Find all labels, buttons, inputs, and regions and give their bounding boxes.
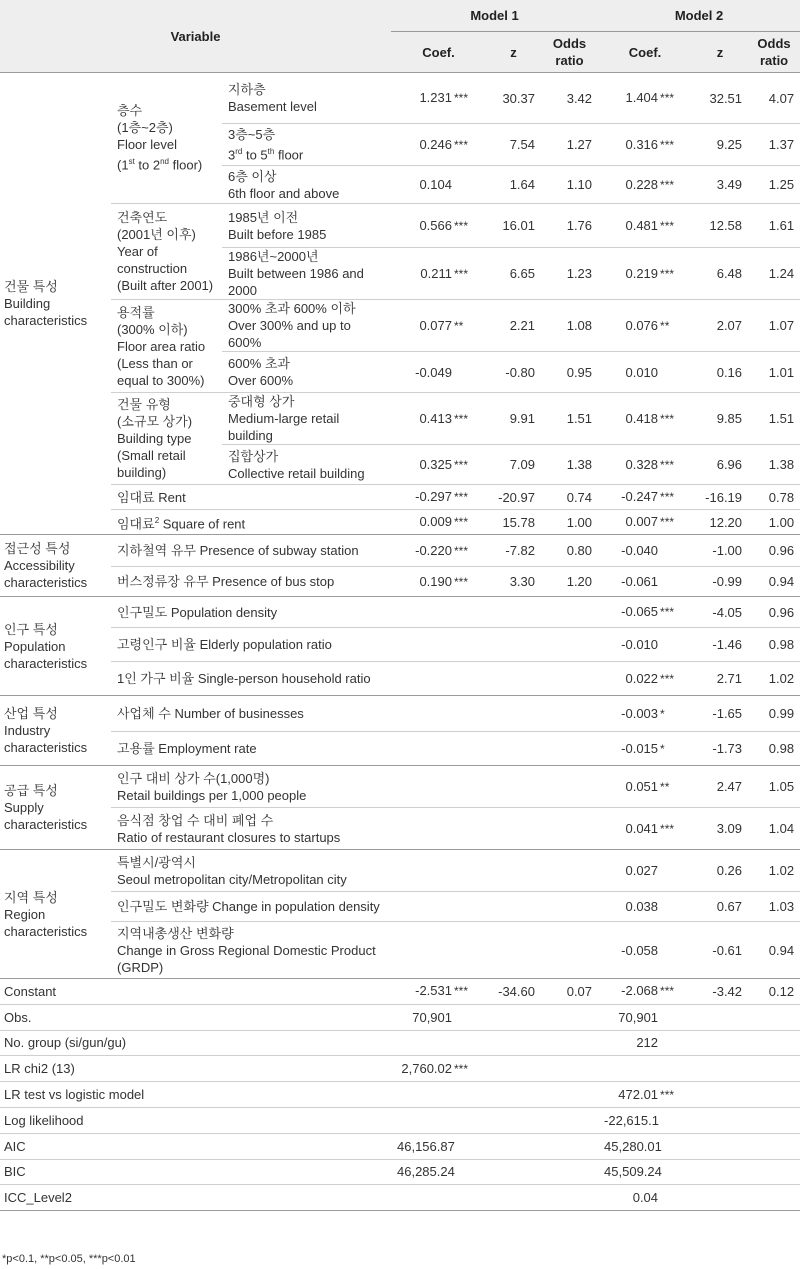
model2-coef: 0.041 *** — [598, 808, 692, 850]
table-row — [0, 597, 800, 628]
model2-z: -0.99 — [692, 567, 748, 597]
model1-z — [486, 850, 541, 892]
group-label: 건축연도 (2001년 이후) Year of construction (Built after 2001) — [111, 204, 222, 300]
model2-empty — [748, 1030, 800, 1056]
row-label: 1986년~2000년 Built between 1986 and 2000 — [222, 248, 391, 300]
model1-coef — [391, 892, 486, 922]
model2-value: 472.01 *** — [598, 1082, 692, 1108]
model1-coef: 0.104 — [391, 166, 486, 204]
model2-z: 6.96 — [692, 445, 748, 485]
stat-label: Obs. — [0, 1004, 391, 1030]
model1-z — [486, 696, 541, 732]
row-label: 6층 이상 6th floor and above — [222, 166, 391, 204]
model2-value: 70,901 — [598, 1004, 692, 1030]
section-label: 산업 특성 Industry characteristics — [0, 696, 111, 766]
stats-row — [0, 1056, 800, 1082]
stat-label: No. group (si/gun/gu) — [0, 1030, 391, 1056]
model2-odds: 0.12 — [748, 979, 800, 1005]
model1-coef — [391, 808, 486, 850]
model1-coef: 1.231 *** — [391, 73, 486, 124]
row-label: 인구밀도 Population density — [111, 597, 391, 628]
model2-odds: 0.98 — [748, 628, 800, 662]
model2-empty — [692, 1082, 748, 1108]
table-row — [0, 808, 800, 850]
model2-coef: -0.247 *** — [598, 485, 692, 510]
model1-odds: 0.95 — [541, 352, 598, 393]
model2-odds: 1.51 — [748, 393, 800, 445]
model1-z — [486, 732, 541, 766]
model1-odds: 1.23 — [541, 248, 598, 300]
model2-empty — [692, 1159, 748, 1185]
odds-header: Odds ratio — [541, 32, 598, 73]
model2-empty — [748, 1133, 800, 1159]
section-label: 지역 특성 Region characteristics — [0, 850, 111, 979]
model1-empty — [541, 1107, 598, 1133]
model1-coef — [391, 628, 486, 662]
table-row — [0, 766, 800, 808]
model1-coef — [391, 850, 486, 892]
stats-row — [0, 979, 800, 1005]
model2-coef: 0.076 ** — [598, 300, 692, 352]
group-label: 건물 유형 (소규모 상가) Building type (Small retail building) — [111, 393, 222, 485]
z-header: z — [486, 32, 541, 73]
model2-value — [598, 1056, 692, 1082]
model2-z: 12.58 — [692, 204, 748, 248]
model2-z: -16.19 — [692, 485, 748, 510]
model1-z: -34.60 — [486, 979, 541, 1005]
model1-odds — [541, 892, 598, 922]
model1-odds: 0.74 — [541, 485, 598, 510]
model2-coef: -0.015 * — [598, 732, 692, 766]
model1-z: 3.30 — [486, 567, 541, 597]
table-row — [0, 510, 800, 535]
coef-header: Coef. — [391, 32, 486, 73]
row-label: 600% 초과 Over 600% — [222, 352, 391, 393]
model1-odds — [541, 696, 598, 732]
model2-empty — [748, 1107, 800, 1133]
stat-label: BIC — [0, 1159, 391, 1185]
model2-empty — [692, 1004, 748, 1030]
model2-z: 3.09 — [692, 808, 748, 850]
model1-empty — [541, 1159, 598, 1185]
model1-empty — [486, 1056, 541, 1082]
model1-z: 30.37 — [486, 73, 541, 124]
row-label: 인구 대비 상가 수(1,000명) Retail buildings per 1,000 people — [111, 766, 391, 808]
table-row — [0, 535, 800, 567]
model1-value: 46,156.87 — [391, 1133, 486, 1159]
model2-coef: 0.010 — [598, 352, 692, 393]
section-label: 건물 특성 Building characteristics — [0, 73, 111, 535]
row-label: 지역내총생산 변화량 Change in Gross Regional Domestic Product (GRDP) — [111, 922, 391, 979]
model1-z — [486, 892, 541, 922]
model2-coef: 0.418 *** — [598, 393, 692, 445]
row-label: 집합상가 Collective retail building — [222, 445, 391, 485]
model2-coef: -0.040 — [598, 535, 692, 567]
model2-odds: 1.38 — [748, 445, 800, 485]
model2-coef: -0.010 — [598, 628, 692, 662]
row-label: 고령인구 비율 Elderly population ratio — [111, 628, 391, 662]
model2-empty — [748, 1004, 800, 1030]
model2-coef: -0.065 *** — [598, 597, 692, 628]
model1-odds: 1.38 — [541, 445, 598, 485]
model2-z: -4.05 — [692, 597, 748, 628]
table-row — [0, 628, 800, 662]
significance-note: *p<0.1, **p<0.05, ***p<0.01 — [2, 1253, 136, 1265]
section-label: 접근성 특성 Accessibility characteristics — [0, 535, 111, 597]
model2-value: 45,509.24 — [598, 1159, 692, 1185]
model2-empty — [748, 1082, 800, 1108]
model2-odds: 0.99 — [748, 696, 800, 732]
model2-odds: 1.00 — [748, 510, 800, 535]
model1-empty — [541, 1030, 598, 1056]
stats-row — [0, 1159, 800, 1185]
row-label: 버스정류장 유무 Presence of bus stop — [111, 567, 391, 597]
row-label: 고용률 Employment rate — [111, 732, 391, 766]
row-label: 인구밀도 변화량 Change in population density — [111, 892, 391, 922]
model2-header: Model 2 — [598, 0, 800, 32]
model2-coef: 0.219 *** — [598, 248, 692, 300]
model2-empty — [692, 1185, 748, 1211]
model2-odds: 0.94 — [748, 922, 800, 979]
model2-odds: 0.96 — [748, 535, 800, 567]
table-row — [0, 696, 800, 732]
model1-value: 70,901 — [391, 1004, 486, 1030]
model1-odds — [541, 766, 598, 808]
model1-coef — [391, 732, 486, 766]
model1-coef: -0.049 — [391, 352, 486, 393]
group-label: 용적률 (300% 이하) Floor area ratio (Less than or equal to 300%) — [111, 300, 222, 393]
model2-coef: -0.003 * — [598, 696, 692, 732]
model1-odds: 1.10 — [541, 166, 598, 204]
model2-coef: 0.022 *** — [598, 662, 692, 696]
model1-odds — [541, 662, 598, 696]
model2-odds: 0.96 — [748, 597, 800, 628]
stat-label: Constant — [0, 979, 391, 1005]
model2-odds: 0.94 — [748, 567, 800, 597]
model2-z: 3.49 — [692, 166, 748, 204]
model1-odds: 1.00 — [541, 510, 598, 535]
model2-empty — [692, 1133, 748, 1159]
stats-row — [0, 1030, 800, 1056]
model1-value — [391, 1185, 486, 1211]
model1-coef: 0.077 ** — [391, 300, 486, 352]
model2-odds: 1.05 — [748, 766, 800, 808]
model1-empty — [541, 1056, 598, 1082]
model1-empty — [541, 1185, 598, 1211]
row-label: 지하철역 유무 Presence of subway station — [111, 535, 391, 567]
model2-odds: 0.98 — [748, 732, 800, 766]
model1-odds: 1.76 — [541, 204, 598, 248]
model1-value: 46,285.24 — [391, 1159, 486, 1185]
model1-z: 2.21 — [486, 300, 541, 352]
model2-value: 0.04 — [598, 1185, 692, 1211]
model2-coef: 0.481 *** — [598, 204, 692, 248]
model1-z — [486, 597, 541, 628]
model2-coef: -0.061 — [598, 567, 692, 597]
model1-coef: 0.566 *** — [391, 204, 486, 248]
model1-z: 16.01 — [486, 204, 541, 248]
model1-odds: 1.08 — [541, 300, 598, 352]
model1-odds: 0.07 — [541, 979, 598, 1005]
row-label: 음식점 창업 수 대비 폐업 수 Ratio of restaurant closures to startups — [111, 808, 391, 850]
model2-z: 0.16 — [692, 352, 748, 393]
model2-z: -0.61 — [692, 922, 748, 979]
model1-empty — [486, 1185, 541, 1211]
stat-label: AIC — [0, 1133, 391, 1159]
table-row — [0, 300, 800, 352]
model1-coef: -0.220 *** — [391, 535, 486, 567]
model1-odds: 1.51 — [541, 393, 598, 445]
model1-odds: 3.42 — [541, 73, 598, 124]
model1-empty — [541, 1004, 598, 1030]
row-label: 지하층 Basement level — [222, 73, 391, 124]
model2-value: 45,280.01 — [598, 1133, 692, 1159]
model1-odds — [541, 850, 598, 892]
model1-value: 2,760.02 *** — [391, 1056, 486, 1082]
variable-header: Variable — [0, 0, 391, 73]
model2-odds: 1.61 — [748, 204, 800, 248]
model1-coef: 0.246 *** — [391, 124, 486, 166]
stat-label: Log likelihood — [0, 1107, 391, 1133]
model2-empty — [748, 1185, 800, 1211]
model1-z: -7.82 — [486, 535, 541, 567]
model2-odds: 4.07 — [748, 73, 800, 124]
model2-coef: 0.038 — [598, 892, 692, 922]
model1-value — [391, 1082, 486, 1108]
model2-odds: 1.03 — [748, 892, 800, 922]
model1-value — [391, 1107, 486, 1133]
model2-z: 32.51 — [692, 73, 748, 124]
model1-empty — [486, 1133, 541, 1159]
model1-odds — [541, 732, 598, 766]
group-label: 층수 (1층~2층) Floor level (1st to 2nd floor) — [111, 73, 222, 204]
model1-z: 9.91 — [486, 393, 541, 445]
model2-z: 2.07 — [692, 300, 748, 352]
model1-coef — [391, 766, 486, 808]
model2-z: -1.73 — [692, 732, 748, 766]
row-label: 특별시/광역시 Seoul metropolitan city/Metropolitan city — [111, 850, 391, 892]
model1-coef: 0.325 *** — [391, 445, 486, 485]
model1-empty — [486, 1159, 541, 1185]
model2-coef: -2.068 *** — [598, 979, 692, 1005]
section-label: 공급 특성 Supply characteristics — [0, 766, 111, 850]
model2-odds: 1.02 — [748, 662, 800, 696]
odds-header: Odds ratio — [748, 32, 800, 73]
stat-label: ICC_Level2 — [0, 1185, 391, 1211]
model1-empty — [486, 1004, 541, 1030]
model2-z: 2.71 — [692, 662, 748, 696]
model2-odds: 1.25 — [748, 166, 800, 204]
model1-odds: 0.80 — [541, 535, 598, 567]
model1-coef — [391, 662, 486, 696]
table-row — [0, 922, 800, 979]
row-label: 임대료$^2$ Square of rent — [111, 510, 391, 535]
table-row — [0, 662, 800, 696]
table-row — [0, 485, 800, 510]
stats-row — [0, 1185, 800, 1211]
model2-empty — [692, 1030, 748, 1056]
row-label: 임대료 Rent — [111, 485, 391, 510]
model2-z: 6.48 — [692, 248, 748, 300]
row-label: 3층~5층 3rd to 5th floor — [222, 124, 391, 166]
stats-row — [0, 1133, 800, 1159]
model2-value: 212 — [598, 1030, 692, 1056]
model1-empty — [541, 1133, 598, 1159]
model1-z: 6.65 — [486, 248, 541, 300]
model1-coef: 0.009 *** — [391, 510, 486, 535]
model2-z: 2.47 — [692, 766, 748, 808]
model1-odds: 1.20 — [541, 567, 598, 597]
table-row — [0, 892, 800, 922]
model2-odds: 1.07 — [748, 300, 800, 352]
model1-coef: 0.190 *** — [391, 567, 486, 597]
model2-empty — [692, 1107, 748, 1133]
row-label: 300% 초과 600% 이하 Over 300% and up to 600% — [222, 300, 391, 352]
row-label: 중대형 상가 Medium-large retail building — [222, 393, 391, 445]
stat-label: LR test vs logistic model — [0, 1082, 391, 1108]
model1-z — [486, 662, 541, 696]
model1-z — [486, 766, 541, 808]
model2-coef: -0.058 — [598, 922, 692, 979]
model1-empty — [486, 1107, 541, 1133]
model1-z — [486, 922, 541, 979]
model1-z — [486, 808, 541, 850]
z-header: z — [692, 32, 748, 73]
model2-z: -3.42 — [692, 979, 748, 1005]
stat-label: LR chi2 (13) — [0, 1056, 391, 1082]
model1-coef: -0.297 *** — [391, 485, 486, 510]
model2-odds: 0.78 — [748, 485, 800, 510]
model1-z: -20.97 — [486, 485, 541, 510]
model1-odds: 1.27 — [541, 124, 598, 166]
model1-odds — [541, 808, 598, 850]
model2-coef: 0.051 ** — [598, 766, 692, 808]
model2-z: 12.20 — [692, 510, 748, 535]
model2-coef: 0.007 *** — [598, 510, 692, 535]
table-row — [0, 567, 800, 597]
section-label: 인구 특성 Population characteristics — [0, 597, 111, 696]
model1-header: Model 1 — [391, 0, 598, 32]
model1-coef — [391, 696, 486, 732]
model2-z: 9.85 — [692, 393, 748, 445]
model1-empty — [486, 1030, 541, 1056]
stats-row — [0, 1082, 800, 1108]
table-row — [0, 73, 800, 124]
table-row — [0, 850, 800, 892]
row-label: 사업체 수 Number of businesses — [111, 696, 391, 732]
model2-z: 0.67 — [692, 892, 748, 922]
model2-coef: 0.228 *** — [598, 166, 692, 204]
model1-coef: 0.413 *** — [391, 393, 486, 445]
model2-coef: 1.404 *** — [598, 73, 692, 124]
model2-empty — [748, 1159, 800, 1185]
model1-odds — [541, 597, 598, 628]
model1-z: 15.78 — [486, 510, 541, 535]
model2-z: 9.25 — [692, 124, 748, 166]
model1-odds — [541, 628, 598, 662]
model2-coef: 0.328 *** — [598, 445, 692, 485]
model1-coef — [391, 922, 486, 979]
model2-z: -1.00 — [692, 535, 748, 567]
model2-empty — [748, 1056, 800, 1082]
model2-coef: 0.027 — [598, 850, 692, 892]
model1-coef: 0.211 *** — [391, 248, 486, 300]
model1-empty — [486, 1082, 541, 1108]
model1-z: 7.09 — [486, 445, 541, 485]
model1-odds — [541, 922, 598, 979]
model1-z: -0.80 — [486, 352, 541, 393]
row-label: 1인 가구 비율 Single-person household ratio — [111, 662, 391, 696]
model1-value — [391, 1030, 486, 1056]
model1-z: 1.64 — [486, 166, 541, 204]
model2-odds: 1.24 — [748, 248, 800, 300]
model1-z — [486, 628, 541, 662]
model2-z: 0.26 — [692, 850, 748, 892]
stats-row — [0, 1004, 800, 1030]
model2-empty — [692, 1056, 748, 1082]
model2-odds: 1.02 — [748, 850, 800, 892]
model2-odds: 1.04 — [748, 808, 800, 850]
model2-odds: 1.37 — [748, 124, 800, 166]
table-row — [0, 732, 800, 766]
table-row — [0, 204, 800, 248]
model2-odds: 1.01 — [748, 352, 800, 393]
stats-row — [0, 1107, 800, 1133]
model2-z: -1.65 — [692, 696, 748, 732]
row-label: 1985년 이전 Built before 1985 — [222, 204, 391, 248]
model2-coef: 0.316 *** — [598, 124, 692, 166]
table-row — [0, 393, 800, 445]
model2-z: -1.46 — [692, 628, 748, 662]
model2-value: -22,615.1 — [598, 1107, 692, 1133]
model1-coef — [391, 597, 486, 628]
model1-empty — [541, 1082, 598, 1108]
coef-header: Coef. — [598, 32, 692, 73]
model1-coef: -2.531 *** — [391, 979, 486, 1005]
model1-z: 7.54 — [486, 124, 541, 166]
